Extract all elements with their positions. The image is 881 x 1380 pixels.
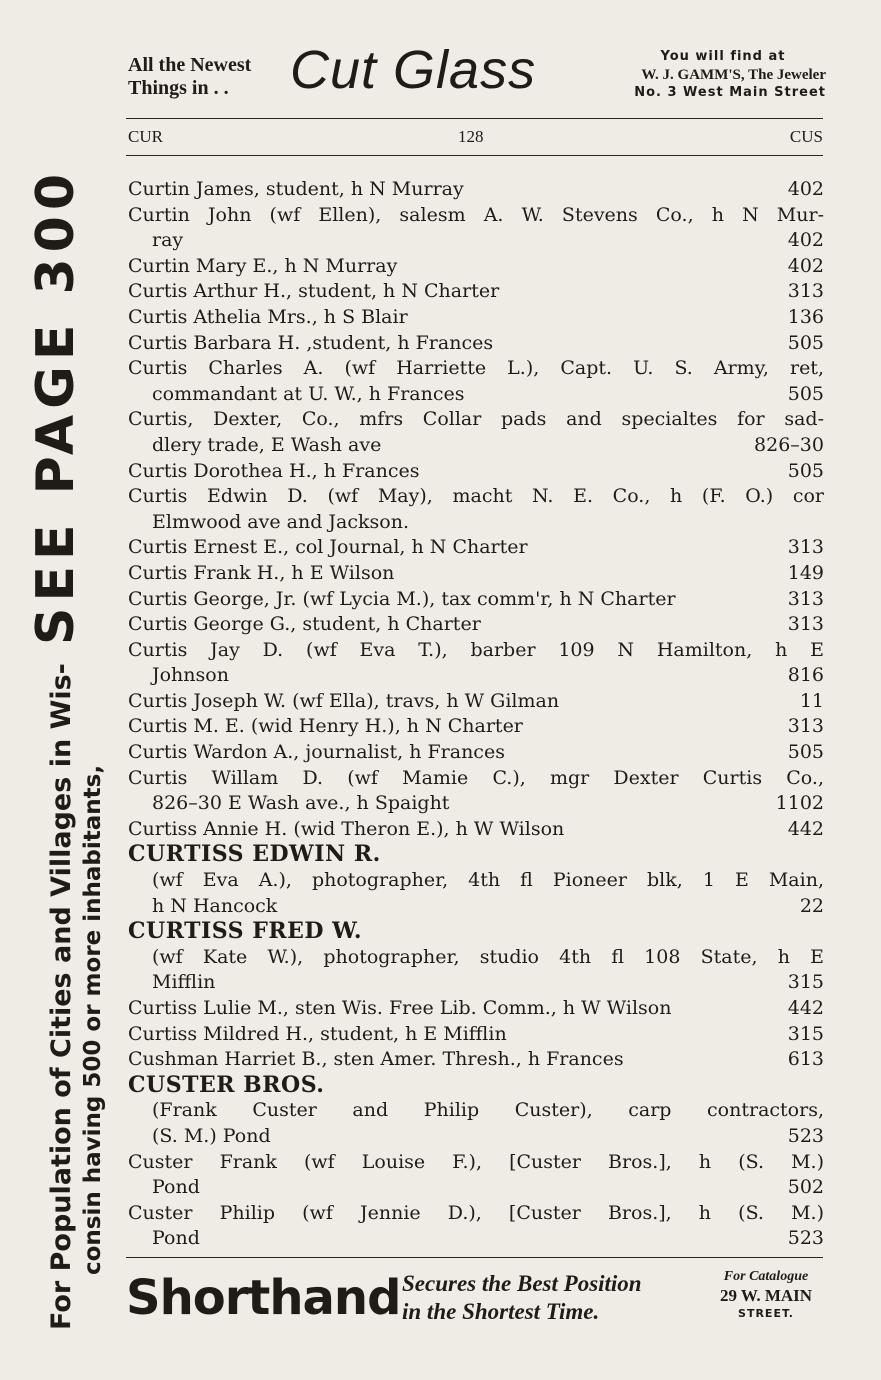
entry-text: Curtis Arthur H., student, h N Charter — [128, 280, 500, 303]
entry-text: Curtis Athelia Mrs., h S Blair — [128, 305, 408, 328]
entry-ward-number: 402 — [787, 254, 824, 277]
population-text-line1: For Population of Cities and Villages in Wis- — [46, 663, 77, 1330]
entry-text: Curtis Willam D. (wf Mamie C.), mgr Dexter Curtis Co., — [128, 766, 824, 789]
entry-text: Curtis Ernest E., col Journal, h N Charter — [128, 536, 528, 559]
entry-text: 826–30 E Wash ave., h Spaight — [152, 792, 450, 815]
entry-text: Mifflin — [152, 971, 216, 994]
directory-entry — [128, 689, 824, 715]
entry-text: Curtis Jay D. (wf Eva T.), barber 109 N Hamilton, h E — [128, 638, 824, 661]
page-number: 128 — [458, 127, 484, 146]
footer-ad-slogan-line1: Secures the Best Position — [402, 1271, 642, 1296]
entry-text: (S. M.) Pond — [152, 1124, 271, 1147]
directory-entry — [128, 1047, 824, 1073]
directory-entry — [128, 638, 824, 689]
entry-ward-number: 313 — [787, 280, 824, 303]
header-ad-right-line2: W. J. GAMM'S, The Jeweler — [641, 67, 826, 83]
entry-line — [128, 663, 824, 689]
entry-text: Curtis Barbara H. ,student, h Frances — [128, 331, 494, 354]
entry-text: Custer Philip (wf Jennie D.), [Custer Bros.], h (S. M.) — [128, 1201, 824, 1224]
directory-entry — [128, 459, 824, 485]
entry-line — [128, 203, 824, 229]
entry-line — [128, 382, 824, 408]
directory-entry — [128, 1201, 824, 1252]
shorthand-title: Shorthand — [126, 1270, 401, 1326]
footer-ad-address — [706, 1268, 826, 1322]
entry-text: h N Hancock — [152, 894, 278, 917]
entry-text: Cushman Harriet B., sten Amer. Thresh., h Frances — [128, 1048, 624, 1071]
entry-text: Curtis Dorothea H., h Frances — [128, 459, 420, 482]
directory-entry — [128, 587, 824, 613]
entry-text: Curtin Mary E., h N Murray — [128, 254, 398, 277]
entry-ward-number: 22 — [799, 894, 824, 917]
entry-line — [128, 279, 824, 305]
entry-text: ray — [152, 229, 184, 252]
population-text-line2: consin having 500 or more inhabitants, — [80, 764, 106, 1275]
directory-entry — [128, 766, 824, 817]
entry-line — [128, 356, 824, 382]
entry-ward-number: 442 — [787, 817, 824, 840]
header-ad-right-line3: No. 3 West Main Street — [634, 85, 826, 100]
entry-ward-number: 11 — [799, 689, 824, 712]
directory-entry — [128, 561, 824, 587]
entry-line — [128, 1150, 824, 1176]
entry-line — [128, 535, 824, 561]
footer-ad-address-line2: 29 W. MAIN — [719, 1286, 813, 1305]
entry-line — [128, 1022, 824, 1048]
entry-line — [128, 714, 824, 740]
header-ad-left-line1: All the Newest — [128, 54, 252, 76]
header-ad-right-line1: You will find at — [660, 49, 786, 64]
directory-entries — [128, 177, 824, 1252]
entry-ward-number: 523 — [787, 1227, 824, 1250]
running-head-left: CUR — [128, 127, 163, 146]
entry-text: Curtiss Lulie M., sten Wis. Free Lib. Comm., h W Wilson — [128, 997, 672, 1019]
entry-line — [128, 1226, 824, 1252]
entry-line — [128, 868, 824, 894]
entry-heading: CURTISS EDWIN R. — [128, 841, 381, 868]
entry-ward-number: 502 — [787, 1176, 824, 1199]
directory-entry — [128, 535, 824, 561]
directory-entry — [128, 484, 824, 535]
running-head-right: CUS — [789, 127, 823, 146]
entry-line — [128, 254, 824, 280]
directory-entry — [128, 714, 824, 740]
entry-text: Elmwood ave and Jackson. — [152, 510, 409, 533]
entry-line — [128, 510, 824, 536]
entry-ward-number: 505 — [787, 331, 824, 354]
entry-text: Curtis, Dexter, Co., mfrs Collar pads and specialtes for sad- — [128, 408, 824, 431]
entry-line — [128, 1098, 824, 1124]
entry-text: Curtis George G., student, h Charter — [128, 613, 481, 636]
entry-line — [128, 587, 824, 613]
entry-text: Curtin James, student, h N Murray — [128, 178, 464, 200]
directory-entry — [128, 203, 824, 254]
directory-entry — [128, 177, 824, 203]
footer-ad-slogan-line2: in the Shortest Time. — [402, 1299, 600, 1324]
entry-line — [128, 945, 824, 971]
header-ad-left — [128, 54, 251, 100]
entry-ward-number: 136 — [787, 305, 824, 328]
directory-entry — [128, 996, 824, 1022]
header-ad-right — [560, 48, 826, 102]
directory-entry — [128, 1022, 824, 1048]
entry-line — [128, 970, 824, 996]
entry-ward-number: 505 — [787, 459, 824, 482]
entry-line — [128, 612, 824, 638]
directory-entry — [128, 1073, 824, 1150]
directory-entry — [128, 612, 824, 638]
header-rule — [126, 118, 823, 119]
directory-entry — [128, 331, 824, 357]
entry-ward-number: 613 — [787, 1048, 824, 1071]
entry-text: Curtiss Mildred H., student, h E Mifflin — [128, 1022, 507, 1045]
entry-text: Pond — [152, 1227, 200, 1250]
footer-ad-slogan — [402, 1270, 642, 1326]
entry-ward-number: 313 — [787, 715, 824, 738]
entry-ward-number: 313 — [787, 613, 824, 636]
entry-text: Curtis Edwin D. (wf May), macht N. E. Co., h (F. O.) cor — [128, 485, 824, 508]
entry-text: Johnson — [152, 664, 229, 687]
entry-line — [128, 1175, 824, 1201]
entry-text: Curtis Charles A. (wf Harriette L.), Capt. U. S. Army, ret, — [128, 357, 824, 380]
entry-line — [128, 331, 824, 357]
entry-heading: CURTISS FRED W. — [128, 918, 363, 945]
entry-line — [128, 561, 824, 587]
footer-ad-address-line3: STREET. — [738, 1307, 794, 1320]
entry-line — [128, 228, 824, 254]
entry-text: Curtis Joseph W. (wf Ella), travs, h W Gilman — [128, 689, 560, 712]
footer-ad-address-line1: For Catalogue — [723, 1269, 809, 1284]
entry-ward-number: 816 — [787, 664, 824, 687]
entry-text: Curtin John (wf Ellen), salesm A. W. Stevens Co., h N Mur- — [128, 203, 824, 226]
directory-entry — [128, 842, 824, 919]
entry-line — [128, 459, 824, 485]
entry-line — [128, 1201, 824, 1227]
directory-entry — [128, 817, 824, 843]
see-page-text: SEE PAGE 300 — [26, 167, 86, 645]
entry-line — [128, 766, 824, 792]
entry-text: (Frank Custer and Philip Custer), carp contractors, — [152, 1099, 824, 1122]
entry-text: (wf Eva A.), photographer, 4th fl Pioneer blk, 1 E Main, — [152, 869, 824, 892]
entry-ward-number: 826–30 — [754, 433, 824, 456]
header-ad-left-line2: Things in . . — [128, 77, 229, 99]
entry-line — [128, 996, 824, 1022]
entry-line — [128, 1124, 824, 1150]
entry-text: Curtiss Annie H. (wid Theron E.), h W Wilson — [128, 817, 565, 840]
entry-ward-number: 402 — [787, 178, 824, 200]
entry-line — [128, 484, 824, 510]
directory-entry — [128, 1150, 824, 1201]
entry-line — [128, 407, 824, 433]
directory-entry — [128, 740, 824, 766]
directory-entry — [128, 919, 824, 996]
entry-ward-number: 1102 — [775, 792, 824, 815]
entry-ward-number: 505 — [787, 741, 824, 764]
entry-line — [128, 791, 824, 817]
entry-text: (wf Kate W.), photographer, studio 4th fl 108 State, h E — [152, 945, 824, 968]
entry-ward-number: 442 — [787, 997, 824, 1019]
running-head — [128, 127, 823, 149]
entry-text: Curtis Frank H., h E Wilson — [128, 561, 395, 584]
entry-ward-number: 149 — [787, 561, 824, 584]
entry-line — [128, 817, 824, 843]
entry-line — [128, 305, 824, 331]
entry-text: Curtis Wardon A., journalist, h Frances — [128, 741, 505, 764]
entry-line — [128, 638, 824, 664]
directory-entry — [128, 279, 824, 305]
entry-heading: CUSTER BROS. — [128, 1071, 325, 1098]
entry-ward-number: 315 — [787, 1022, 824, 1045]
entry-line — [128, 1047, 824, 1073]
entry-line — [128, 433, 824, 459]
entry-ward-number: 313 — [787, 536, 824, 559]
entry-line — [128, 740, 824, 766]
running-head-rule — [126, 155, 823, 156]
entry-ward-number: 313 — [787, 587, 824, 610]
entry-text: Custer Frank (wf Louise F.), [Custer Bros.], h (S. M.) — [128, 1150, 824, 1173]
entry-line — [128, 689, 824, 715]
entry-text: dlery trade, E Wash ave — [152, 433, 382, 456]
entry-ward-number: 402 — [787, 229, 824, 252]
directory-entry — [128, 407, 824, 458]
entry-line — [128, 177, 824, 203]
entry-line — [128, 894, 824, 920]
directory-entry — [128, 356, 824, 407]
entry-text: commandant at U. W., h Frances — [152, 382, 465, 405]
entry-text: Pond — [152, 1176, 200, 1199]
cut-glass-title: Cut Glass — [290, 40, 537, 100]
directory-entry — [128, 254, 824, 280]
footer-rule — [126, 1257, 823, 1258]
entry-text: Curtis M. E. (wid Henry H.), h N Charter — [128, 715, 523, 738]
entry-ward-number: 505 — [787, 382, 824, 405]
entry-ward-number: 523 — [787, 1124, 824, 1147]
entry-text: Curtis George, Jr. (wf Lycia M.), tax comm'r, h N Charter — [128, 587, 676, 610]
entry-ward-number: 315 — [787, 971, 824, 994]
directory-entry — [128, 305, 824, 331]
